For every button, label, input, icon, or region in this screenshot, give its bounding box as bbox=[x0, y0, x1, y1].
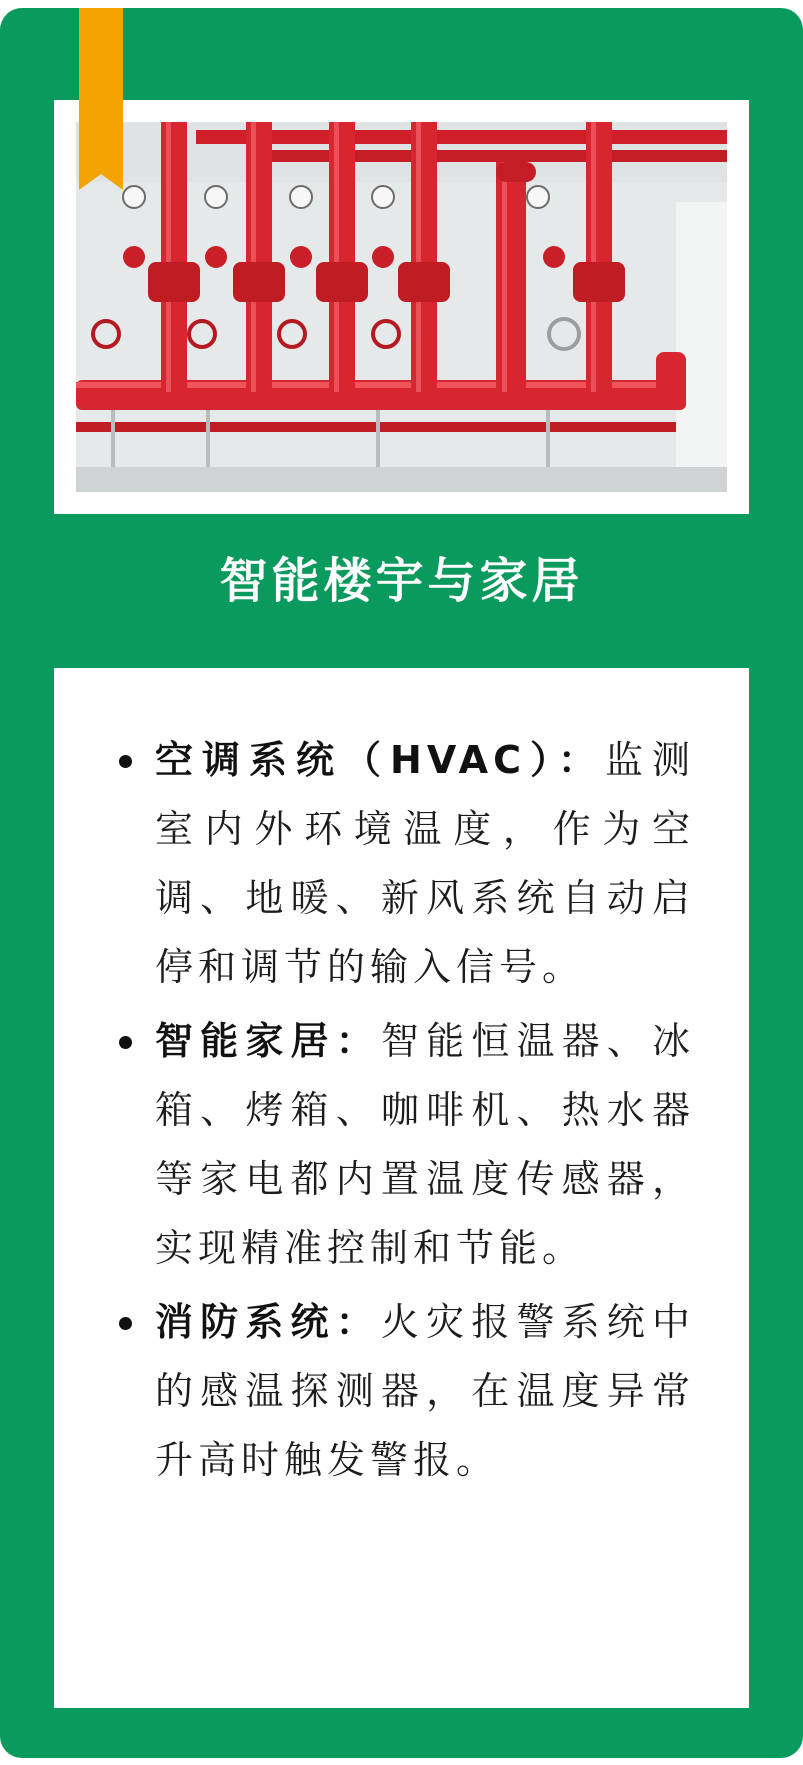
bullet-term: 空调系统（HVAC）： bbox=[155, 738, 605, 782]
list-item bbox=[155, 726, 695, 1002]
pipe-system-photo bbox=[76, 122, 727, 492]
section-title: 智能楼宇与家居 bbox=[219, 553, 584, 609]
bullet-dot-icon bbox=[119, 755, 132, 768]
bullet-dot-icon bbox=[119, 1036, 132, 1049]
list-item bbox=[155, 1007, 695, 1283]
photo-frame bbox=[54, 100, 749, 514]
bullet-text: 智能恒温器、冰箱、烤箱、咖啡机、热水器等家电都内置温度传感器，实现精准控制和节能。 bbox=[155, 1019, 695, 1270]
list-item bbox=[155, 1288, 695, 1495]
bookmark-ribbon-icon bbox=[79, 8, 123, 190]
bullet-text: 火灾报警系统中的感温探测器，在温度异常升高时触发警报。 bbox=[155, 1300, 695, 1482]
bullet-text: 监测室内外环境温度，作为空调、地暖、新风系统自动启停和调节的输入信号。 bbox=[155, 738, 695, 989]
bullet-dot-icon bbox=[119, 1317, 132, 1330]
card-background bbox=[0, 8, 803, 1758]
bullet-list bbox=[155, 726, 695, 1500]
fire-sprinkler-valve-station-image bbox=[76, 122, 727, 492]
bullet-term: 智能家居： bbox=[155, 1019, 381, 1063]
bullet-term: 消防系统： bbox=[155, 1300, 381, 1344]
